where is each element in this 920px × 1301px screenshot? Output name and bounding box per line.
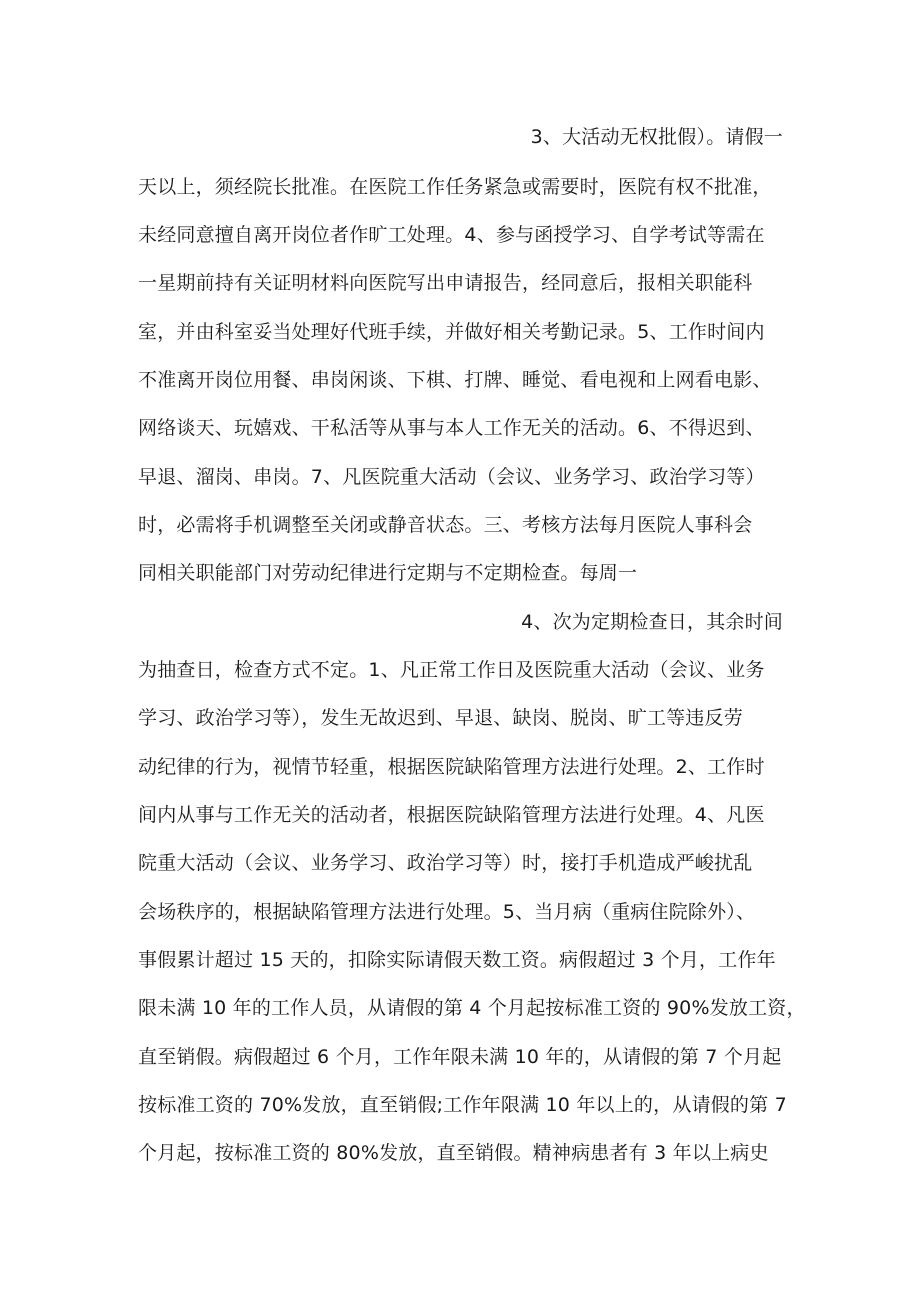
text-line: 网络谈天、玩嬉戏、干私活等从事与本人工作无关的活动。6、不得迟到、	[138, 417, 765, 439]
text-line: 间内从事与工作无关的活动者，根据医院缺陷管理方法进行处理。4、凡医	[138, 804, 765, 826]
text-line: 早退、溜岗、串岗。7、凡医院重大活动（会议、业务学习、政治学习等）	[138, 466, 765, 488]
text-line: 4、次为定期检查日，其余时间	[521, 611, 783, 633]
text-line: 动纪律的行为，视情节轻重，根据医院缺陷管理方法进行处理。2、工作时	[138, 756, 765, 778]
text-line: 为抽查日，检查方式不定。1、凡正常工作日及医院重大活动（会议、业务	[138, 659, 765, 681]
text-line: 同相关职能部门对劳动纪律进行定期与不定期检查。每周一	[138, 562, 638, 584]
text-line: 会场秩序的，根据缺陷管理方法进行处理。5、当月病（重病住院除外）、	[138, 901, 756, 923]
text-line: 限未满 10 年的工作人员，从请假的第 4 个月起按标准工资的 90%发放工资，	[138, 997, 806, 1019]
text-line: 3、大活动无权批假）。请假一	[530, 126, 783, 148]
text-line: 直至销假。病假超过 6 个月，工作年限未满 10 年的，从请假的第 7 个月起	[138, 1046, 782, 1068]
text-line: 学习、政治学习等），发生无故迟到、早退、缺岗、脱岗、旷工等违反劳	[138, 707, 743, 729]
text-line: 院重大活动（会议、业务学习、政治学习等）时，接打手机造成严峻扰乱	[138, 852, 753, 874]
text-line: 按标准工资的 70%发放，直至销假;工作年限满 10 年以上的，从请假的第 7	[138, 1094, 787, 1116]
text-line: 个月起，按标准工资的 80%发放，直至销假。精神病患者有 3 年以上病史	[138, 1142, 769, 1164]
text-line: 未经同意擅自离开岗位者作旷工处理。4、参与函授学习、自学考试等需在	[138, 224, 765, 246]
text-line: 时，必需将手机调整至关闭或静音状态。三、考核方法每月医院人事科会	[138, 514, 753, 536]
text-line: 不准离开岗位用餐、串岗闲谈、下棋、打牌、睡觉、看电视和上网看电影、	[138, 369, 772, 391]
text-line: 一星期前持有关证明材料向医院写出申请报告，经同意后，报相关职能科	[138, 272, 753, 294]
text-line: 事假累计超过 15 天的，扣除实际请假天数工资。病假超过 3 个月，工作年	[138, 949, 776, 971]
text-line: 室，并由科室妥当处理好代班手续，并做好相关考勤记录。5、工作时间内	[138, 321, 765, 343]
text-line: 天以上，须经院长批准。在医院工作任务紧急或需要时，医院有权不批准，	[138, 176, 772, 198]
